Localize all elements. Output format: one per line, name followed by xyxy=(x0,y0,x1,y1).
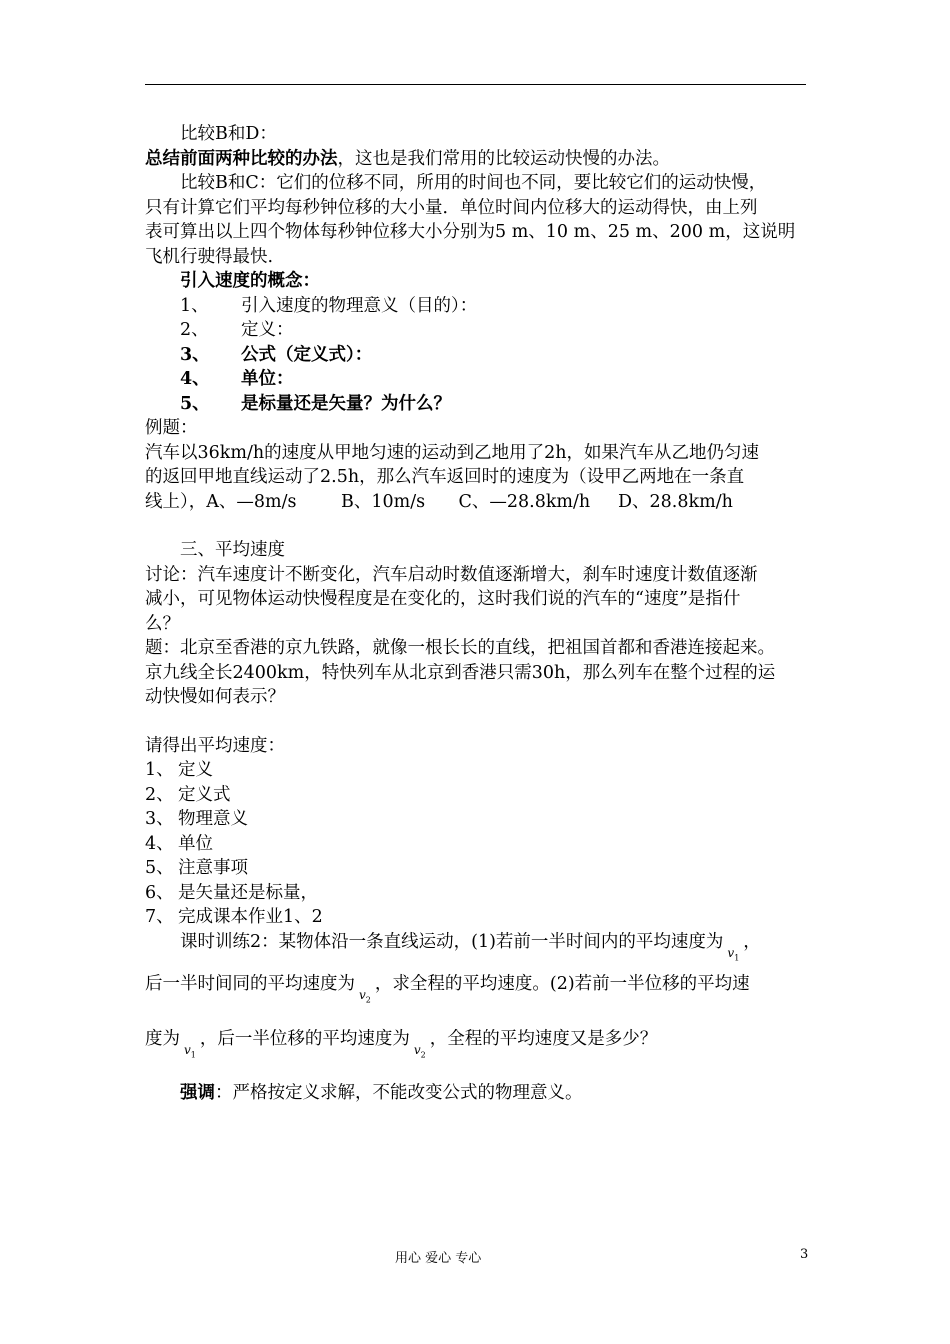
training-text: ，后一半位移的平均速度为 xyxy=(199,1028,410,1049)
avg-item-num: 3、 xyxy=(145,809,174,829)
training-text: ， xyxy=(743,931,761,952)
compare-bc-line-1: 比较B和C：它们的位移不同，所用的时间也不同，要比较它们的运动快慢， xyxy=(180,173,767,193)
speed-item-2 xyxy=(145,318,810,343)
v-letter: v xyxy=(359,988,366,1003)
emphasis-line xyxy=(145,1069,810,1117)
training-text: ，求全程的平均速度。(2)若前一半位移的平均速 xyxy=(374,974,750,995)
speed-item-num: 2、 xyxy=(180,320,209,340)
avg-item-num: 7、 xyxy=(145,907,174,927)
training-line-1 xyxy=(145,930,810,961)
v1-symbol xyxy=(184,1026,196,1079)
avg-item-text: 完成课本作业1、2 xyxy=(178,907,323,927)
subscript-1: 1 xyxy=(734,952,740,962)
compare-bc-line-2: 只有计算它们平均每秒钟位移的大小量．单位时间内位移大的运动得快，由上列 xyxy=(145,197,758,218)
footer-slogan: 用心 爱心 专心 xyxy=(395,1251,482,1266)
speed-item-1 xyxy=(145,294,810,319)
compare-bd: 比较B和D： xyxy=(180,124,277,144)
speed-item-text: 引入速度的物理意义（目的）： xyxy=(241,295,478,316)
compare-bc-line-4: 飞机行驶得最快. xyxy=(145,246,274,267)
summary-line xyxy=(145,147,810,172)
question-line-3: 动快慢如何表示？ xyxy=(145,687,285,707)
speed-item-3 xyxy=(145,343,810,368)
avg-item-num: 4、 xyxy=(145,833,174,854)
document-body xyxy=(145,122,810,1117)
training-text: 课时训练2：某物体沿一条直线运动，(1)若前一半时间内的平均速度为 xyxy=(180,931,724,952)
avg-item-4 xyxy=(145,832,810,857)
avg-intro: 请得出平均速度： xyxy=(145,735,285,756)
subscript-2: 2 xyxy=(365,995,371,1005)
subscript-2: 2 xyxy=(420,1050,426,1060)
question-line-1: 题：北京至香港的京九铁路，就像一根长长的直线，把祖国首都和香港连接起来。 xyxy=(145,638,775,658)
v1-symbol xyxy=(727,941,739,971)
discussion-line-3: 么？ xyxy=(145,613,180,634)
speed-item-text: 单位： xyxy=(241,369,294,389)
avg-item-7 xyxy=(145,905,810,930)
speed-concept-heading: 引入速度的概念： xyxy=(180,271,320,291)
subscript-1: 1 xyxy=(190,1050,196,1060)
emphasis-bold: 强调 xyxy=(180,1083,215,1104)
speed-item-num: 1、 xyxy=(180,295,209,316)
avg-item-text: 定义 xyxy=(178,760,213,780)
avg-item-text: 单位 xyxy=(178,833,213,854)
avg-item-6 xyxy=(145,881,810,906)
training-text: ，全程的平均速度又是多少？ xyxy=(429,1028,658,1049)
avg-item-1 xyxy=(145,758,810,783)
example-line-2: 的返回甲地直线运动了2.5h，那么汽车返回时的速度为（设甲乙两地在一条直 xyxy=(145,467,745,487)
summary-rest: ，这也是我们常用的比较运动快慢的办法。 xyxy=(337,148,670,169)
speed-item-num: 5、 xyxy=(180,393,210,414)
page-number: 3 xyxy=(800,1247,809,1262)
v-letter: v xyxy=(184,1042,191,1057)
header-rule xyxy=(145,84,806,85)
speed-item-4 xyxy=(145,367,810,392)
v2-symbol xyxy=(359,971,371,1024)
avg-item-text: 是矢量还是标量， xyxy=(178,882,318,903)
avg-item-text: 物理意义 xyxy=(178,809,248,829)
discussion-line-1: 讨论：汽车速度计不断变化，汽车启动时数值逐渐增大，刹车时速度计数值逐渐 xyxy=(145,564,758,585)
speed-item-num: 4、 xyxy=(180,369,210,389)
summary-bold: 总结前面两种比较的办法 xyxy=(145,148,338,169)
question-line-2: 京九线全长2400km，特快列车从北京到香港只需30h，那么列车在整个过程的运 xyxy=(145,662,776,683)
avg-item-2 xyxy=(145,783,810,808)
speed-item-text: 定义： xyxy=(241,320,294,340)
training-text: 度为 xyxy=(145,1028,180,1049)
v-letter: v xyxy=(727,945,735,960)
example-label: 例题： xyxy=(145,418,198,438)
spacer xyxy=(145,514,810,538)
v-letter: v xyxy=(413,1042,421,1057)
discussion-line-2: 减小，可见物体运动快慢程度是在变化的，这时我们说的汽车的“速度”是指什 xyxy=(145,589,741,609)
compare-bc-line-3: 表可算出以上四个物体每秒钟位移大小分别为5 m、10 m、25 m、200 m，这说明 xyxy=(145,222,796,242)
example-line-3: 线上），A、—8m/s B、10m/s C、—28.8km/h D、28.8km/h xyxy=(145,491,733,512)
avg-item-text: 定义式 xyxy=(178,784,231,805)
speed-item-num: 3、 xyxy=(180,344,210,365)
speed-item-text: 公式（定义式）： xyxy=(241,344,373,365)
emphasis-rest: ：严格按定义求解，不能改变公式的物理意义。 xyxy=(215,1083,583,1104)
spacer xyxy=(145,710,810,734)
training-text: 后一半时间同的平均速度为 xyxy=(145,974,355,995)
avg-item-num: 1、 xyxy=(145,760,174,780)
avg-item-num: 6、 xyxy=(145,882,174,903)
training-line-2 xyxy=(145,960,810,1014)
speed-item-5 xyxy=(145,392,810,417)
avg-item-num: 5、 xyxy=(145,858,174,878)
avg-item-3 xyxy=(145,807,810,832)
section-3-title: 三、平均速度 xyxy=(180,540,285,560)
v2-symbol xyxy=(414,1026,426,1079)
example-line-1: 汽车以36km/h的速度从甲地匀速的运动到乙地用了2h，如果汽车从乙地仍匀速 xyxy=(145,442,760,463)
avg-item-5 xyxy=(145,856,810,881)
avg-item-text: 注意事项 xyxy=(178,858,248,878)
avg-item-num: 2、 xyxy=(145,784,174,805)
training-line-3 xyxy=(145,1015,810,1069)
speed-item-text: 是标量还是矢量？为什么？ xyxy=(241,393,451,414)
